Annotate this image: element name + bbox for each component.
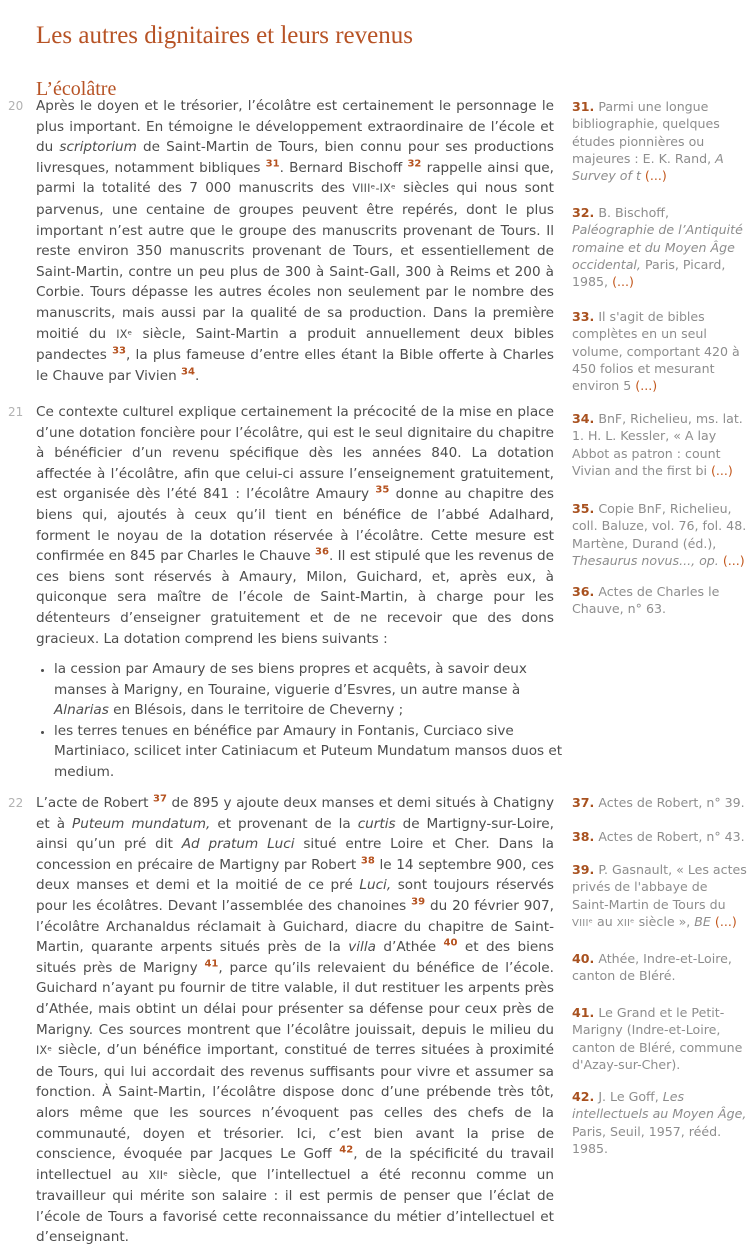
text-segment: Alnarias [54, 702, 109, 719]
note-expand-link[interactable]: (...) [612, 274, 634, 290]
text-segment: Ce contexte culturel explique certainement la précocité de la mise en place d’une dotation foncière pour l’écolâtre, qui est le seul dignitaire du chapitre à bénéficier d’un revenu spécifique dès les années 840. La dotation affectée à l’écolâtre, afin que celui-ci assure l’enseignement gratuitement, est organisée dès l’été 841 : l’écolâtre Amaury [36, 404, 554, 503]
sidenote-text [572, 862, 747, 929]
text-segment: IXᵉ [116, 327, 133, 341]
paragraph-22 [8, 793, 554, 1248]
sidenote-text [572, 951, 732, 983]
sidenote-text [572, 309, 740, 393]
footnote-ref-41[interactable]: 41 [204, 958, 219, 970]
note-expand-link[interactable]: (...) [644, 168, 667, 184]
text-segment: B. Bischoff, [598, 205, 669, 220]
text-segment: curtis [357, 815, 396, 832]
text-segment: IXᵉ [36, 1044, 53, 1058]
footnote-ref-33[interactable]: 33 [112, 345, 126, 357]
text-segment: P. Gasnault, « Les actes privés de l'abbaye de Saint-Martin de Tours du [572, 862, 747, 912]
paragraph-number: 21 [8, 405, 24, 419]
sidenote-text [572, 205, 743, 289]
text-segment: Après le doyen et le trésorier, l’écolâtre est certainement le personnage le plus important. En témoigne le développement extraordinaire de l’école et du [36, 98, 554, 156]
text-segment: siècle, Saint-Martin a produit annuellement deux bibles pandectes [36, 325, 554, 364]
text-segment: . Il est stipulé que les revenus de ces biens sont réservés à Amaury, Milon, Guichard, et, après eux, à quiconque sera maître de l’école de Saint-Martin, à charge pour les détenteurs d’enseigner gratuitement et de ne recevoir que des dons gracieux. La dotation comprend les biens suivants : [36, 548, 554, 647]
sidenote-text [598, 829, 744, 844]
sidenote-37 [572, 794, 748, 811]
sidenote-number: 31. [572, 99, 595, 114]
text-segment: les terres tenues en bénéfice par Amaury in Fontanis, Curciaco sive Martiniaco, scilicet inter Catiniacum et Puteum Mundatum mansos duos et medium. [54, 722, 563, 780]
text-segment: Ad pratum Luci [181, 836, 295, 853]
footnote-ref-36[interactable]: 36 [315, 546, 329, 558]
paragraph-text [36, 793, 554, 1248]
text-segment: Athée, Indre-et-Loire, canton de Bléré. [572, 951, 732, 984]
sidenote-number: 36. [572, 584, 595, 599]
footnote-ref-35[interactable]: 35 [375, 484, 390, 496]
text-segment: Paris, Picard, 1985, [572, 256, 726, 290]
text-segment: VIIIᵉ-IXᵉ [352, 182, 396, 196]
text-segment: Actes de Robert, n° 43. [598, 829, 745, 844]
text-segment: Thesaurus novus..., op. [572, 552, 719, 568]
text-segment: scriptorium [59, 139, 137, 156]
paragraph-number: 20 [8, 99, 24, 113]
paragraph-text [36, 96, 554, 386]
list-item [54, 659, 572, 721]
sidenote-40 [572, 950, 748, 985]
text-segment: . [194, 367, 200, 384]
sidenote-34 [572, 410, 748, 479]
text-segment: rappelle ainsi que, parmi la totalité des 7 000 manuscrits des [36, 159, 554, 197]
dotation-bullet-list [36, 659, 572, 783]
text-segment: de Saint-Martin de Tours, bien connu pour ses productions livresques, notamment bibliques [36, 139, 554, 176]
text-segment: la cession par Amaury de ses biens propres et acquêts, à savoir deux manses à Marigny, en Touraine, viguerie d’Esvres, un autre manse à [54, 661, 527, 698]
text-segment: sont toujours réservés pour les écolâtres. Devant l’assemblée des chanoines [36, 877, 554, 914]
list-item [54, 721, 572, 783]
text-segment: BE [694, 913, 715, 929]
sidenote-number: 37. [572, 795, 595, 810]
sidenote-text [598, 795, 744, 810]
sidenote-39 [572, 861, 748, 932]
footnote-ref-37[interactable]: 37 [153, 793, 167, 805]
text-segment: Parmi une longue bibliographie, quelques études pionnières ou majeures : E. K. Rand, [572, 99, 720, 166]
text-segment: donne au chapitre des biens qui, ajoutés à ceux qu’il tient en bénéfice de l’abbé Adalhard, forment le noyau de la dotation réservée à l’écolâtre. Cette mesure est confirmée en 845 par Charles le Chauve [36, 486, 555, 565]
sidenote-number: 38. [572, 829, 595, 844]
section-heading: L’écolâtre [36, 77, 117, 100]
text-segment: d’Athée [375, 939, 444, 956]
text-segment: Il s'agit de bibles complètes en un seul volume, comportant 420 à 450 folios et mesurant environ 5 [572, 309, 740, 394]
note-expand-link[interactable]: (...) [722, 552, 745, 568]
footnote-ref-31[interactable]: 31 [265, 158, 280, 170]
text-segment: siècle, d’un bénéfice important, constitué de terres situées à proximité de Tours, qui lui accordait des revenus suffisants pour vivre et assumer sa fonction. À Saint-Martin, l’écolâtre dispose donc d’une prébende très tôt, alors même que les sources n’évoquent pas celles des chefs de la communauté, doyen et trésorier. Ici, c’est bien avant la prise de conscience, évoquée par Jacques Le Goff [36, 1042, 554, 1163]
text-segment: Actes de Robert, n° 39. [598, 795, 745, 810]
sidenote-33 [572, 308, 748, 394]
text-segment: , de la spécificité du travail intellectuel au [36, 1146, 554, 1183]
paragraph-20 [8, 96, 554, 386]
text-segment: L’acte de Robert [36, 795, 154, 811]
footnote-ref-38[interactable]: 38 [360, 855, 375, 867]
text-segment: de 895 y ajoute deux manses et demi situés à Chatigny et à [36, 795, 554, 832]
sidenote-number: 35. [572, 501, 595, 516]
sidenote-text [572, 1005, 742, 1072]
sidenote-number: 32. [572, 205, 595, 220]
text-segment: Actes de Charles le Chauve, n° 63. [572, 584, 720, 617]
sidenote-number: 42. [572, 1089, 595, 1104]
page-title: Les autres dignitaires et leurs revenus [36, 21, 413, 49]
sidenote-text [572, 411, 743, 478]
sidenote-38 [572, 828, 748, 845]
text-segment: et des biens situés près de Marigny [36, 939, 554, 976]
text-segment: siècle, que l’intellectuel a été reconnu comme un travailleur qui mérite son salaire : il est permis de penser que l’éclat de l’école de Tours a favorisé cette reconnaissance du métier d’intellectuel et d’enseignant. [36, 1166, 554, 1246]
sidenote-41 [572, 1004, 748, 1073]
footnote-ref-42[interactable]: 42 [339, 1144, 354, 1156]
text-segment: en Blésois, dans le territoire de Cheverny ; [108, 702, 404, 719]
sidenote-35 [572, 500, 748, 569]
text-segment: BnF, Richelieu, ms. lat. 1. H. L. Kessler, « A lay Abbot as patron : count Vivian and the first bi [572, 411, 743, 478]
note-expand-link[interactable]: (...) [710, 462, 733, 478]
text-segment: VIIIᵉ [572, 917, 594, 929]
sidenote-text [572, 99, 724, 183]
text-segment: . Bernard Bischoff [279, 159, 408, 176]
sidenote-42 [572, 1088, 748, 1157]
text-segment: Le Grand et le Petit-Marigny (Indre-et-Loire, canton de Bléré, commune d'Azay-sur-Cher). [572, 1005, 743, 1072]
text-segment: J. Le Goff, [598, 1089, 663, 1104]
text-segment: XIIᵉ [616, 917, 635, 929]
paragraph-21 [8, 402, 555, 649]
text-segment: A Survey of t [572, 150, 724, 184]
footnote-ref-32[interactable]: 32 [407, 158, 422, 170]
paragraph-text [36, 402, 554, 649]
text-segment: , parce qu’ils relevaient du bénéfice de l’école. Guichard n’ayant pu fournir de titre valable, il dut restituer les arpents près d’Athée, mais obtint un délai pour présenter sa défense pour ceux près de Marigny. Ces sources montrent que l’écolâtre jouissait, depuis le milieu du [36, 959, 554, 1038]
sidenote-text [572, 584, 719, 616]
sidenote-number: 34. [572, 411, 595, 426]
text-segment: , la plus fameuse d’entre elles étant la Bible offerte à Charles le Chauve par Vivien [36, 347, 554, 384]
text-segment: et provenant de la [210, 815, 358, 832]
sidenote-31 [572, 98, 748, 184]
sidenote-number: 39. [572, 862, 595, 877]
footnote-ref-40[interactable]: 40 [443, 937, 458, 949]
sidenote-36 [572, 583, 748, 618]
text-segment: de Martigny-sur-Loire, ainsi qu’un pré dit [36, 815, 554, 853]
sidenote-text [572, 501, 746, 568]
text-segment: Paris, Seuil, 1957, rééd. 1985. [572, 1123, 722, 1156]
sidenote-number: 41. [572, 1005, 595, 1020]
footnote-ref-39[interactable]: 39 [411, 896, 426, 908]
text-segment: Les intellectuels au Moyen Âge, [572, 1089, 747, 1122]
text-segment: situé entre Loire et Cher. Dans la concession en précaire de Martigny par Robert [36, 836, 554, 873]
text-segment: au [593, 913, 617, 929]
text-segment: Copie BnF, Richelieu, coll. Baluze, vol. 76, fol. 48. Martène, Durand (éd.), [572, 501, 747, 551]
note-expand-link[interactable]: (...) [714, 913, 737, 929]
text-segment: du 20 février 907, l’écolâtre Archanaldus réclamait à Guichard, diacre du chapitre de Saint-Martin, quarante arpents situés près de la [36, 897, 554, 956]
text-segment: villa [348, 939, 376, 956]
footnote-ref-34[interactable]: 34 [181, 366, 195, 378]
text-segment: siècle », [634, 913, 695, 929]
sidenote-number: 33. [572, 309, 595, 324]
text-segment: Luci, [359, 877, 392, 894]
sidenote-number: 40. [572, 951, 595, 966]
text-segment: siècles qui nous sont parvenus, une centaine de groupes peuvent être repérés, dont le plus important n’est autre que le groupe des manuscrits provenant de Tours. Il reste environ 350 manuscrits provenant de Tours, et essentiellement de Saint-Martin, contre un peu plus de 300 à Saint-Gall, 300 à Reims et 200 à Corbie. Tours dépasse les autres écoles non seulement par le nombre des manuscrits, mais aussi par la qualité de sa production. Dans la première moitié du [36, 180, 554, 342]
sidenote-32 [572, 204, 748, 290]
note-expand-link[interactable]: (...) [635, 378, 658, 394]
sidenote-text [572, 1089, 746, 1156]
text-segment: le 14 septembre 900, ces deux manses et demi et la moitié de ce pré [36, 856, 554, 894]
paragraph-number: 22 [8, 796, 24, 810]
text-segment: Paléographie de l’Antiquité romaine et du Moyen Âge occidental, [572, 222, 743, 272]
text-segment: Puteum mundatum, [72, 815, 211, 832]
text-segment: XIIᵉ [148, 1168, 169, 1182]
